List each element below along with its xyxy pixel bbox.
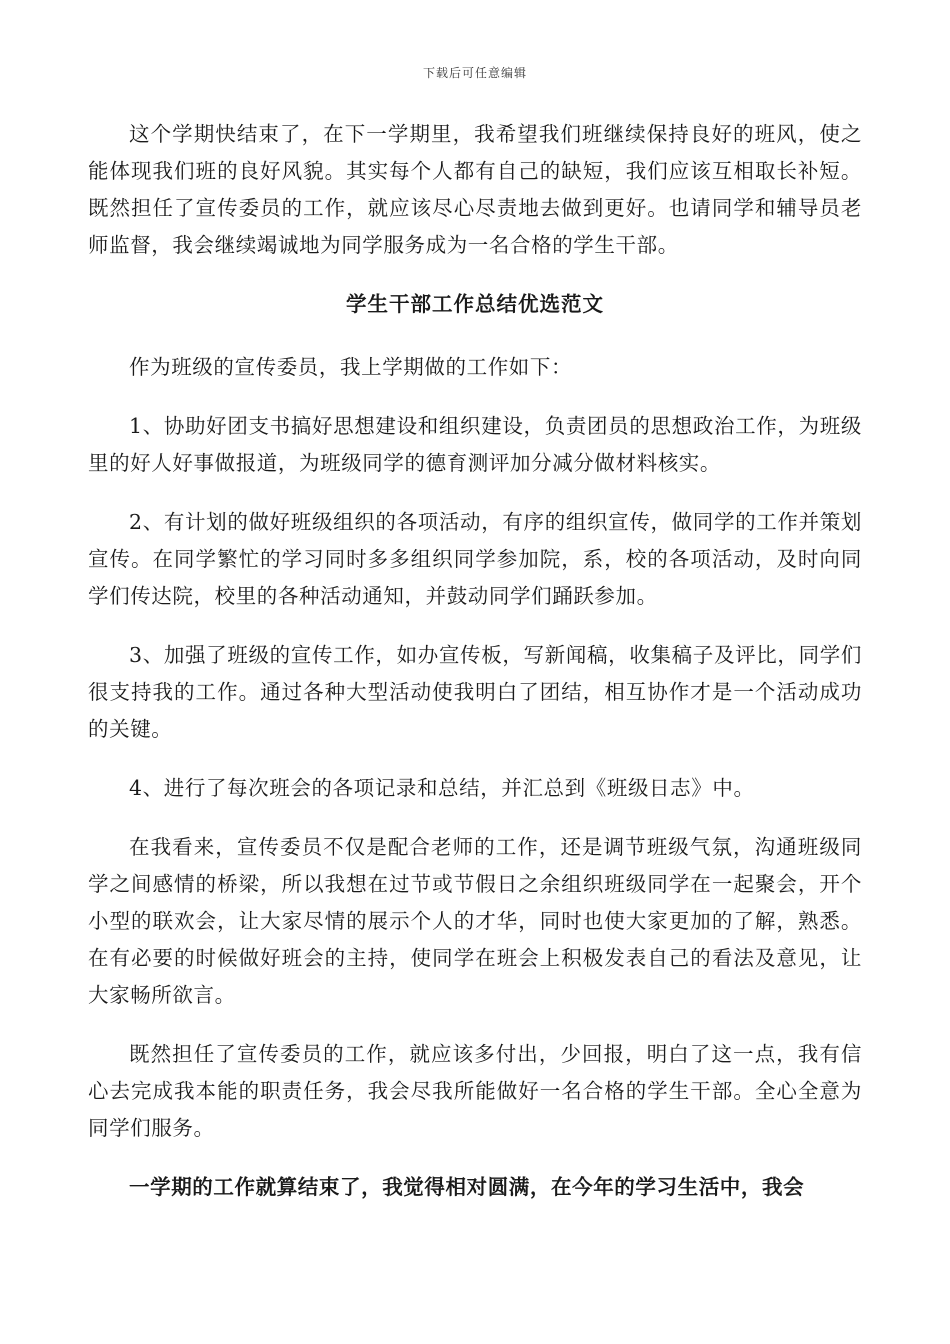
paragraph-reflection: 在我看来，宣传委员不仅是配合老师的工作，还是调节班级气氛，沟通班级同学之间感情的桥梁，所以我想在过节或节假日之余组织班级同学在一起聚会，开个小型的联欢会，让大家尽情的展示个人的才华，同时也使大家更加的了解，熟悉。在有必要的时候做好班会的主持，使同学在班会上积极发表自己的看法及意见，让大家畅所欲言。 [88,835,862,1007]
paragraph-item-1: 1、协助好团支书搞好思想建设和组织建设，负责团员的思想政治工作，为班级里的好人好事做报道，为班级同学的德育测评加分减分做材料核实。 [88,414,862,475]
paragraph-item-4: 4、进行了每次班会的各项记录和总结，并汇总到《班级日志》中。 [129,776,755,800]
page-header: 下载后可任意编辑 [422,66,527,80]
paragraph-item-2: 2、有计划的做好班级组织的各项活动，有序的组织宣传，做同学的工作并策划宣传。在同学繁忙的学习同时多多组织同学参加院，系，校的各项活动，及时向同学们传达院，校里的各种活动通知，并鼓动同学们踊跃参加。 [88,510,862,608]
paragraph-item-3: 3、加强了班级的宣传工作，如办宣传板，写新闻稿，收集稿子及评比，同学们很支持我的工作。通过各种大型活动使我明白了团结，相互协作才是一个活动成功的关键。 [88,643,862,741]
paragraph-commitment: 既然担任了宣传委员的工作，就应该多付出，少回报，明白了这一点，我有信心去完成我本能的职责任务，我会尽我所能做好一名合格的学生干部。全心全意为同学们服务。 [88,1042,862,1140]
paragraph-intro-duties: 作为班级的宣传委员，我上学期做的工作如下： [129,355,573,379]
section-title: 学生干部工作总结优选范文 [346,292,604,316]
closing-bold-line: 一学期的工作就算结束了，我觉得相对圆满，在今年的学习生活中，我会 [129,1175,805,1199]
document-body [88,116,862,1228]
intro-paragraph: 这个学期快结束了，在下一学期里，我希望我们班继续保持良好的班风，使之能体现我们班的良好风貌。其实每个人都有自己的缺短，我们应该互相取长补短。既然担任了宣传委员的工作，就应该尽心尽责地去做到更好。也请同学和辅导员老师监督，我会继续竭诚地为同学服务成为一名合格的学生干部。 [88,122,862,257]
